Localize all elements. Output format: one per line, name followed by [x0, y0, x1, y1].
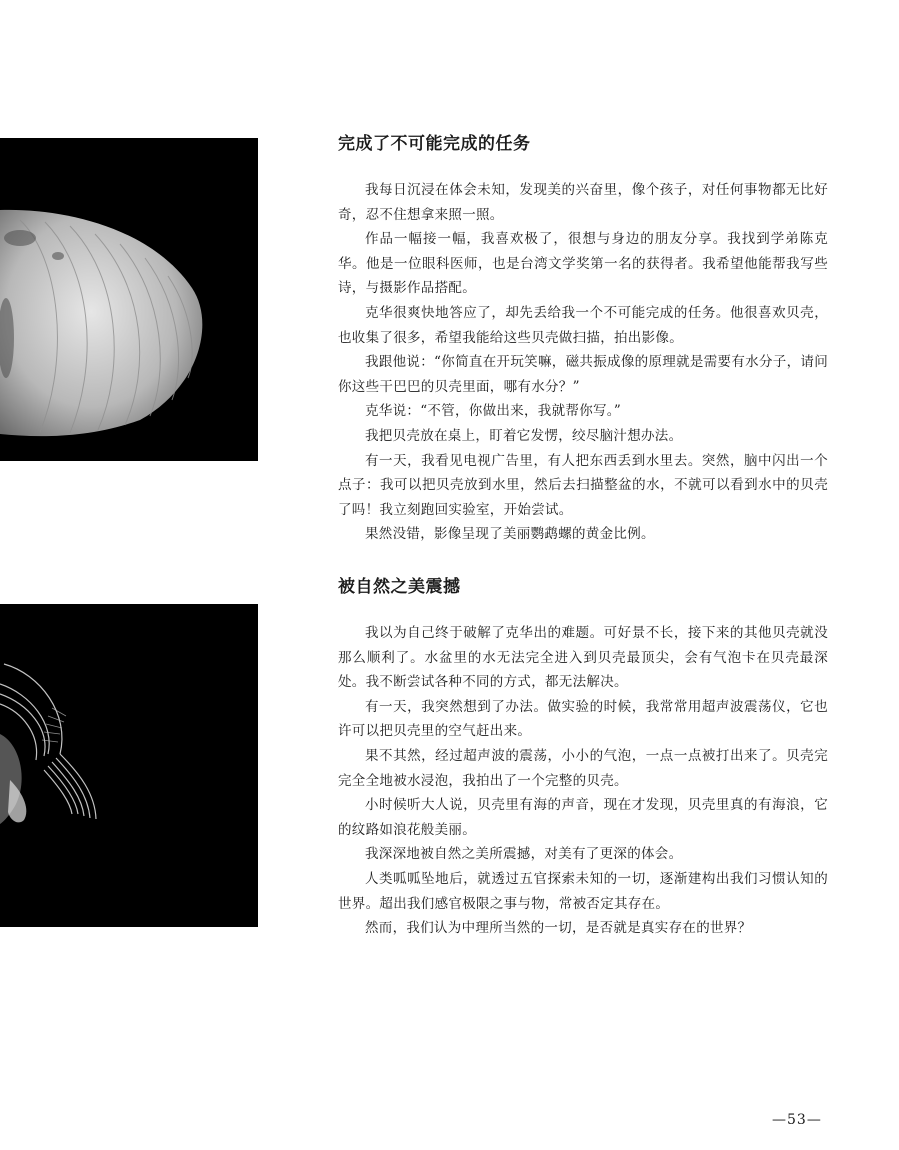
section-heading: 被自然之美震撼	[338, 577, 461, 597]
section-body	[338, 178, 828, 547]
section-complete-impossible-task	[338, 130, 828, 547]
paragraph: 然而，我们认为中理所当然的一切，是否就是真实存在的世界？	[365, 920, 752, 937]
paragraph: 我跟他说：“你简直在开玩笑嘛，磁共振成像的原理就是需要有水分子，请问你这些干巴巴的贝壳里面，哪有水分？”	[338, 354, 828, 395]
shell-scan-image-1	[0, 138, 258, 461]
paragraph: 作品一幅接一幅，我喜欢极了，很想与身边的朋友分享。我找到学弟陈克华。他是一位眼科医师，也是台湾文学奖第一名的获得者。我希望他能帮我写些诗，与摄影作品搭配。	[338, 231, 828, 297]
shell-scan-image-2	[0, 604, 258, 927]
section-heading: 完成了不可能完成的任务	[338, 134, 531, 154]
paragraph: 我深深地被自然之美所震撼，对美有了更深的体会。	[365, 846, 683, 863]
paragraph: 克华很爽快地答应了，却先丢给我一个不可能完成的任务。他很喜欢贝壳，也收集了很多，希望我能给这些贝壳做扫描，拍出影像。	[338, 304, 828, 346]
paragraph: 人类呱呱坠地后，就透过五官探索未知的一切，逐渐建构出我们习惯认知的世界。超出我们感官极限之事与物，常被否定其存在。	[338, 870, 828, 912]
paragraph: 我把贝壳放在桌上，盯着它发愣，绞尽脑汁想办法。	[365, 427, 683, 444]
page-number: —53—	[772, 1112, 822, 1128]
paragraph: 果然没错，影像呈现了美丽鹦鹉螺的黄金比例。	[365, 526, 655, 543]
section-body	[338, 621, 828, 941]
paragraph: 果不其然，经过超声波的震荡，小小的气泡，一点一点被打出来了。贝壳完完全全地被水浸泡，我拍出了一个完整的贝壳。	[338, 747, 828, 789]
paragraph: 有一天，我突然想到了办法。做实验的时候，我常常用超声波震荡仪，它也许可以把贝壳里的空气赶出来。	[338, 698, 828, 740]
paragraph: 有一天，我看见电视广告里，有人把东西丢到水里去。突然，脑中闪出一个点子：我可以把贝壳放到水里，然后去扫描整盆的水，不就可以看到水中的贝壳了吗！我立刻跑回实验室，开始尝试。	[338, 452, 828, 518]
section-shocked-by-nature	[338, 573, 828, 941]
paragraph: 克华说：“不管，你做出来，我就帮你写。”	[365, 403, 622, 420]
paragraph: 小时候听大人说，贝壳里有海的声音，现在才发现，贝壳里真的有海浪，它的纹路如浪花般美丽。	[338, 797, 828, 838]
paragraph: 我以为自己终于破解了克华出的难题。可好景不长，接下来的其他贝壳就没那么顺利了。水盆里的水无法完全进入到贝壳最顶尖，会有气泡卡在贝壳最深处。我不断尝试各种不同的方式，都无法解决。	[338, 625, 828, 691]
paragraph: 我每日沉浸在体会未知，发现美的兴奋里，像个孩子，对任何事物都无比好奇，忍不住想拿来照一照。	[338, 182, 828, 223]
